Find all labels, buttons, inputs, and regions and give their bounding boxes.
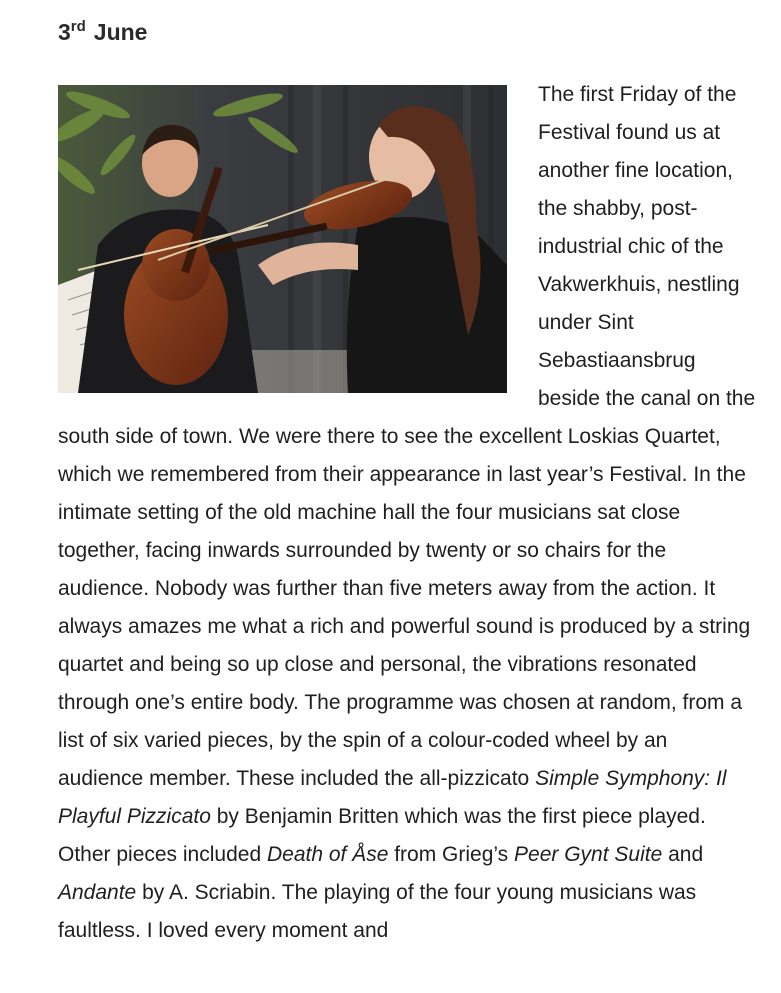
- date-heading: [58, 10, 147, 49]
- article-text-4: and: [662, 843, 704, 866]
- article-text-2: by Benjamin Britten which was the first piece played. Other pieces included: [58, 805, 706, 866]
- date-suffix: rd: [70, 18, 86, 35]
- musicians-photo: [58, 85, 507, 393]
- work-death-of-ase: Death of Åse: [266, 843, 389, 866]
- article-text-1: The first Friday of the Festival found us at another fine location, the shabby, post-industrial chic of the Vakwerkhuis, nestling under Sint Sebastiaansbrug beside the canal on the south side of town. We were there to see the excellent Loskias Quartet, which we remembered from their appearance in last year’s Festival. In the intimate setting of the old machine hall the four musicians sat close together, facing inwards surrounded by twenty or so chairs for the audience. Nobody was further than five meters away from the action. It always amazes me what a rich and powerful sound is produced by a string quartet and being so up close and personal, the vibrations resonated through one’s entire body. The programme was chosen at random, from a list of six varied pieces, by the spin of a colour-coded wheel by an audience member. These included the all-pizzicato: [58, 83, 756, 790]
- work-andante: Andante: [58, 881, 137, 904]
- work-simple-symphony: Simple Symphony: Il Playful Pizzicato: [58, 767, 727, 828]
- article-text-5: by A. Scriabin. The playing of the four young musicians was faultless. I loved every moment and: [58, 881, 697, 942]
- article-text-3: from Grieg’s: [388, 843, 515, 866]
- date-month: June: [93, 19, 148, 45]
- date-day: 3: [58, 19, 71, 45]
- article-body: [58, 76, 758, 950]
- musicians-illustration: [58, 85, 507, 393]
- work-peer-gynt-suite: Peer Gynt Suite: [514, 843, 663, 866]
